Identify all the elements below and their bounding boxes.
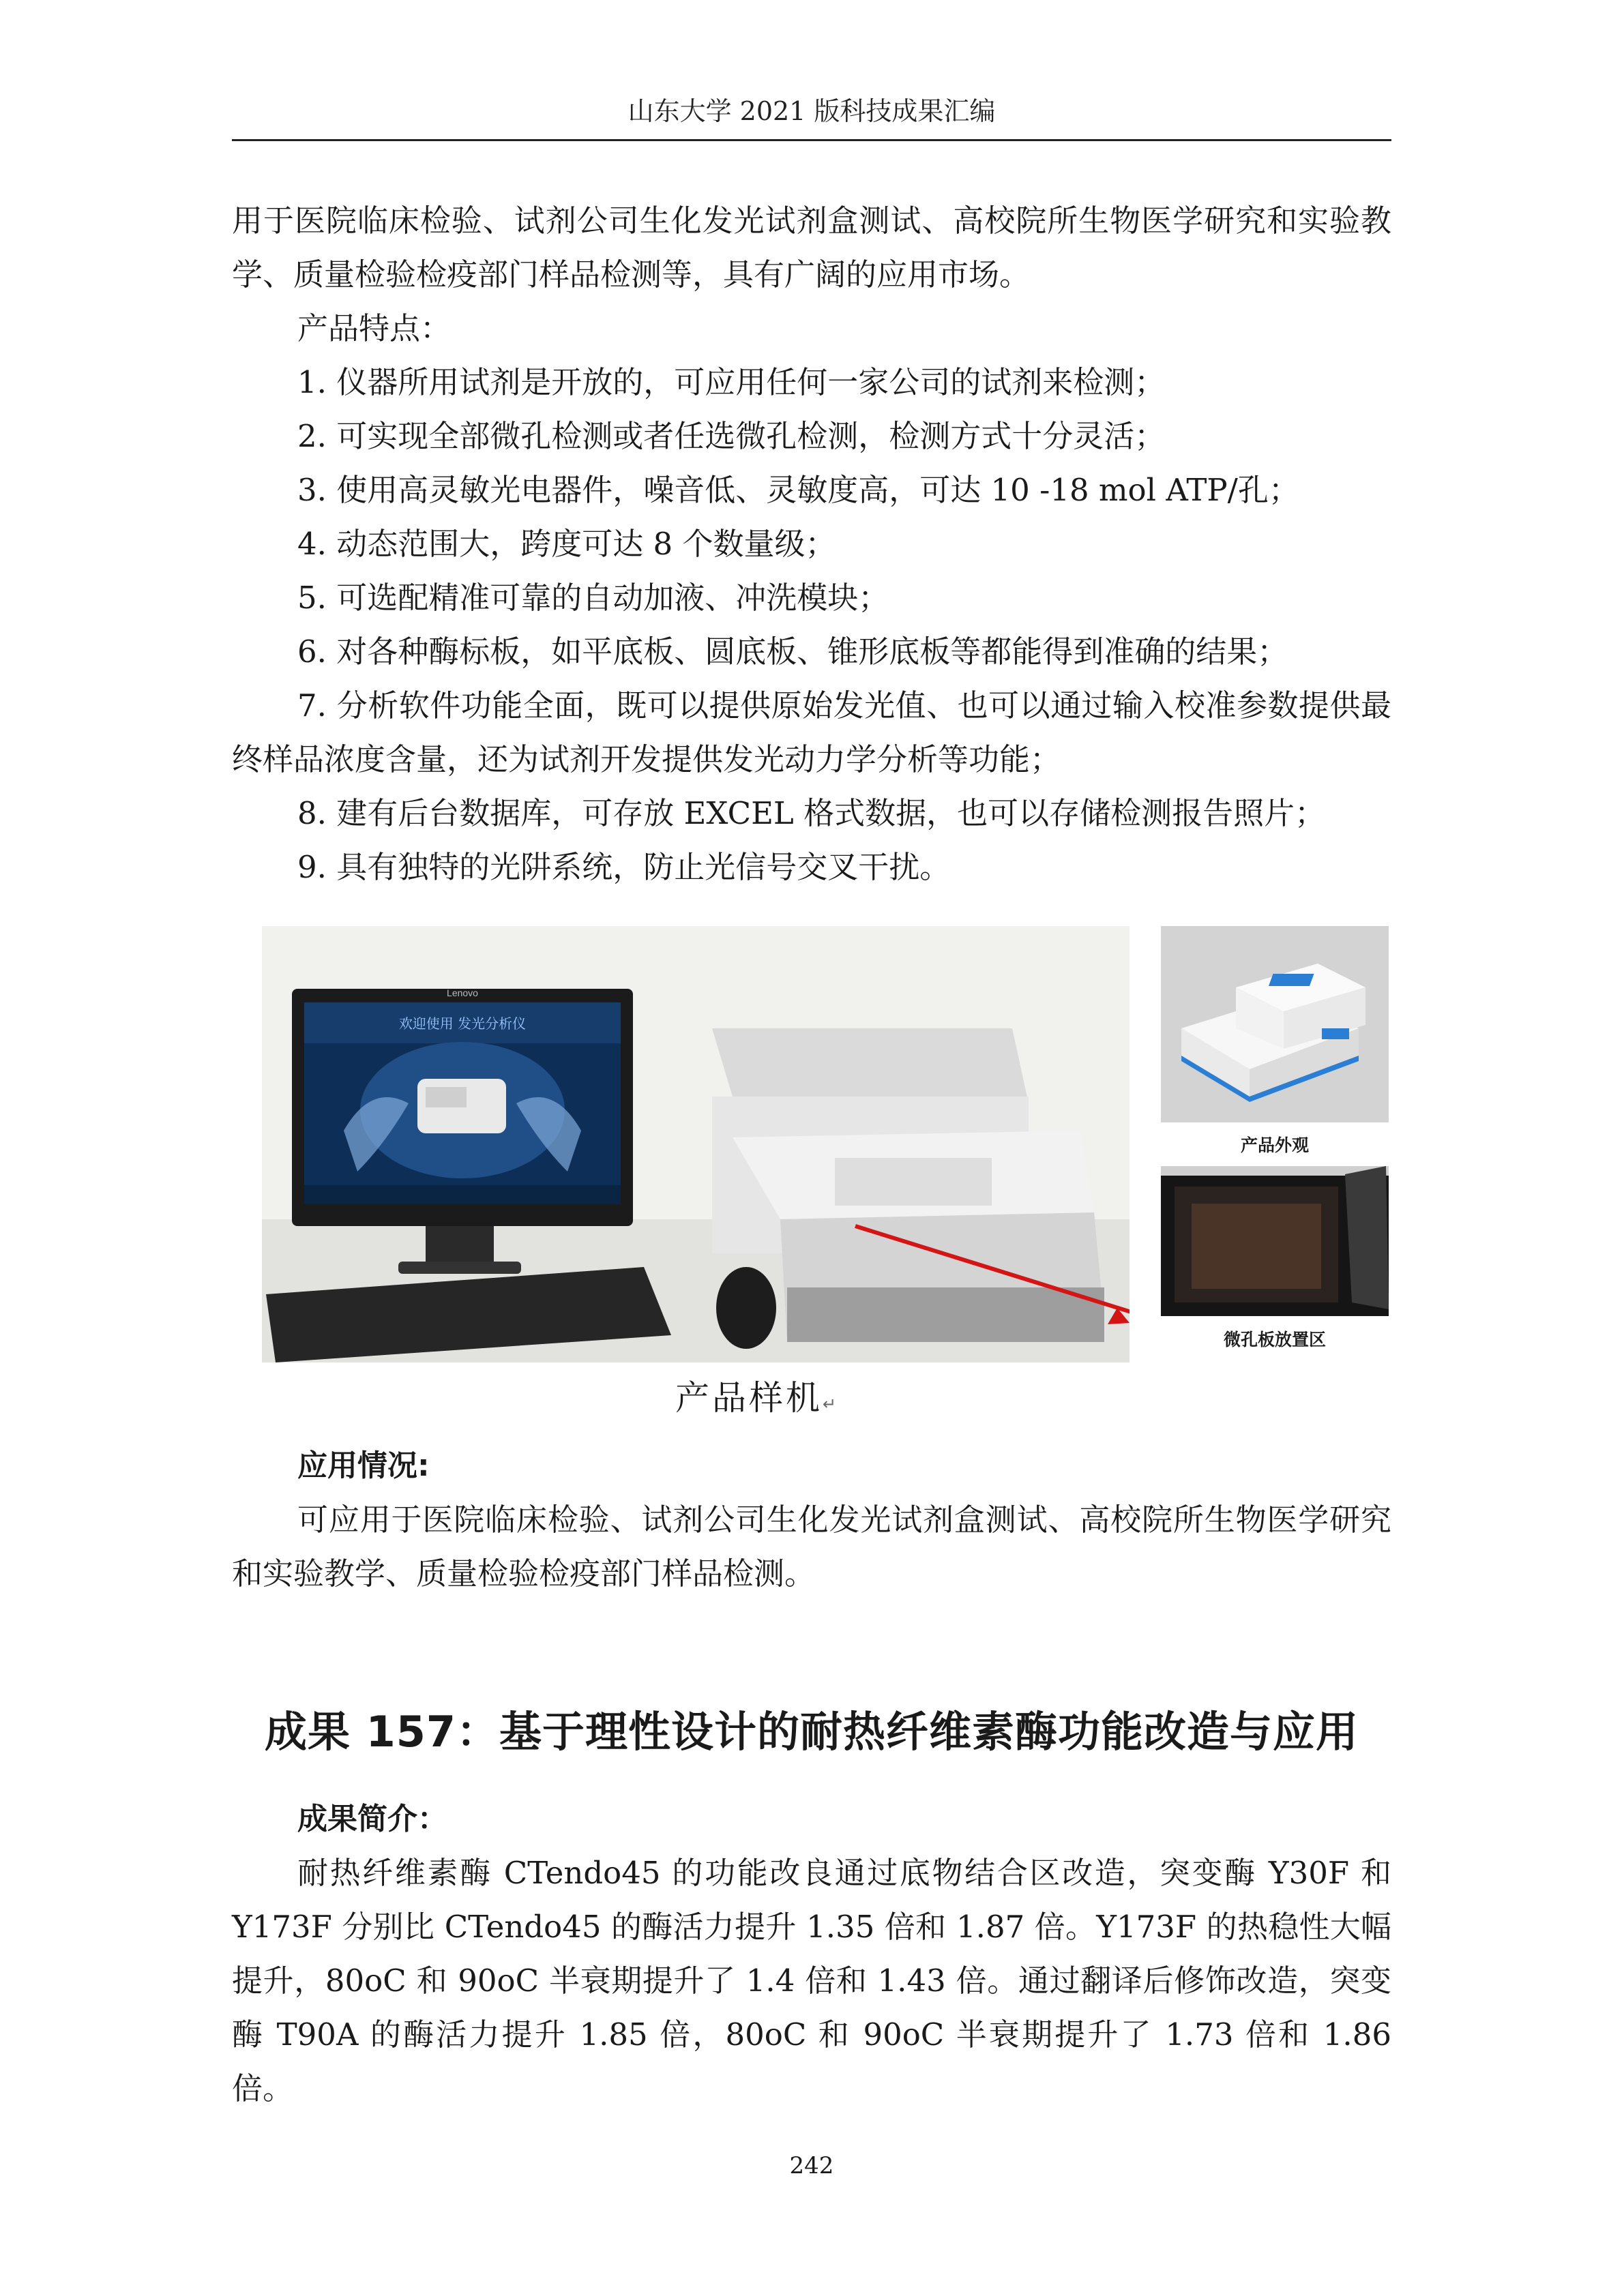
section-title: 成果 157：基于理性设计的耐热纤维素酶功能改造与应用 [264, 1707, 1359, 1757]
application-paragraph: 可应用于医院临床检验、试剂公司生化发光试剂盒测试、高校院所生物医学研究和实验教学、质量检验检疫部门样品检测。 [232, 1502, 1391, 1592]
header-rule [232, 139, 1391, 141]
section-intro-paragraph: 耐热纤维素酶 CTendo45 的功能改良通过底物结合区改造，突变酶 Y30F 和 Y173F 分别比 CTendo45 的酶活力提升 1.35 倍和 1.87 倍。Y173F 的热稳性大幅提升，80oC 和 90oC 半衰期提升了 1.4 倍和 1.43 倍。通过翻译后修饰改造，突变酶 T90A 的酶活力提升 1.85 倍，80oC 和 90oC 半衰期提升了 1.73 倍和 1.86 倍。 [232, 1855, 1391, 2106]
application-heading: 应用情况: [297, 1448, 430, 1483]
product-photo [262, 926, 1130, 1362]
feature-item-3: 3. 使用高灵敏光电器件，噪音低、灵敏度高，可达 10 -18 mol ATP/孔； [297, 472, 1299, 508]
product-appearance-caption: 产品外观 [1240, 1135, 1309, 1155]
features-heading: 产品特点： [297, 310, 452, 346]
feature-item-7: 7. 分析软件功能全面，既可以提供原始发光值、也可以通过输入校准参数提供最终样品浓度含量，还为试剂开发提供发光动力学分析等功能； [232, 687, 1391, 777]
feature-item-2: 2. 可实现全部微孔检测或者任选微孔检测，检测方式十分灵活； [297, 418, 1166, 454]
section-intro-block [232, 1792, 1391, 2115]
feature-item-8: 8. 建有后台数据库，可存放 EXCEL 格式数据，也可以存储检测报告照片； [297, 795, 1326, 831]
microplate-area-image [1161, 1166, 1389, 1316]
page-number: 242 [789, 2152, 834, 2179]
microplate-area-caption: 微孔板放置区 [1223, 1330, 1326, 1350]
section-intro-heading: 成果简介： [297, 1802, 447, 1836]
feature-item-9: 9. 具有独特的光阱系统，防止光信号交叉干扰。 [297, 849, 951, 885]
monitor-screen-text: 欢迎使用 发光分析仪 [398, 1015, 527, 1032]
microplate-area-drawing [1161, 1166, 1389, 1316]
feature-item-5: 5. 可选配精准可靠的自动加液、冲洗模块； [297, 580, 889, 616]
upper-text-block [232, 194, 1391, 894]
application-block [232, 1439, 1391, 1600]
figure-caption-text: 产品样机 [675, 1378, 823, 1418]
product-appearance-image [1161, 926, 1389, 1122]
product-appearance-drawing [1161, 926, 1389, 1122]
product-photo-drawing [262, 926, 1130, 1362]
monitor-brand-text: Lenovo [447, 987, 478, 998]
return-mark-icon: ↵ [823, 1395, 840, 1414]
feature-item-4: 4. 动态范围大，跨度可达 8 个数量级； [297, 526, 836, 562]
figure-caption [675, 1371, 839, 1420]
running-header: 山东大学 2021 版科技成果汇编 [628, 96, 996, 126]
feature-item-1: 1. 仪器所用试剂是开放的，可应用任何一家公司的试剂来检测； [297, 364, 1166, 400]
feature-item-6: 6. 对各种酶标板，如平底板、圆底板、锥形底板等都能得到准确的结果； [297, 633, 1288, 670]
intro-paragraph: 用于医院临床检验、试剂公司生化发光试剂盒测试、高校院所生物医学研究和实验教学、质量检验检疫部门样品检测等，具有广阔的应用市场。 [232, 203, 1391, 293]
instrument-lid [712, 1028, 1029, 1103]
mouse [716, 1267, 776, 1349]
